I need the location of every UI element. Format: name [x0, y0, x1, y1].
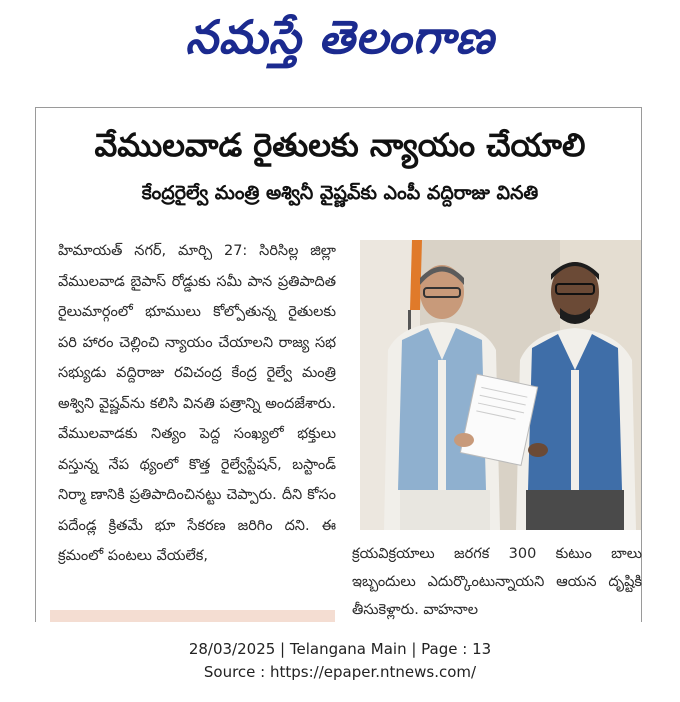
frame-left-line [35, 107, 36, 622]
masthead [0, 0, 680, 80]
newspaper-name: నమస్తే తెలంగాణ [185, 10, 495, 64]
article-photo [360, 240, 641, 530]
article-headline: వేములవాడ రైతులకు న్యాయం చేయాలి [94, 126, 586, 164]
photo-illustration [360, 240, 641, 530]
clipping-date-page: 28/03/2025 | Telangana Main | Page : 13 [188, 640, 492, 658]
article-subheadline: కేంద్రరైల్వే మంత్రి అశ్వినీ వైష్ణవ్‌కు ఎంపీ వద్దిరాజు వినతి [141, 182, 539, 204]
frame-top-line [35, 107, 641, 108]
article-body-right-text: క్రయవిక్రయాలు జరగక 300 కుటుం బాలు ఇబ్బందులు ఎదుర్కొంటున్నాయని ఆయన దృష్టికి తీసుకెళ్లారు. వాహనాల [352, 546, 642, 618]
article-body-right-column [352, 540, 642, 622]
article-body-left-text: హిమాయత్ నగర్, మార్చి 27: సిరిసిల్ల జిల్లా వేములవాడ బైపాస్ రోడ్డుకు సమీ పాన ప్రతిపాదిత రైలుమార్గంలో భూములు కోల్పోతున్న రైతులకు పరి హారం చెల్లించి న్యాయం చేయాలని రాజ్య సభ సభ్యుడు వద్దిరాజు రవిచంద్ర కేంద్ర రైల్వే మంత్రి అశ్విని వైష్ణవ్‌ను కలిసి వినతి పత్రాన్ని అందజేశారు. వేములవాడకు నిత్యం పెద్ద సంఖ్యలో భక్తులు వస్తున్న నేప థ్యంలో కొత్త రైల్వేస్టేషన్, బస్టాండ్ నిర్మా ణానికి ప్రతిపాదించినట్టు చెప్పారు. దీని కోసం పదేండ్ల క్రితమే భూ సేకరణ జరిగిం దని. ఈ క్రమంలో పంటలు వేయలేక, [58, 243, 336, 564]
adjacent-article-band [50, 610, 335, 622]
clipping-source: Source : https://epaper.ntnews.com/ [203, 663, 477, 681]
article-body-left-column [58, 236, 336, 620]
